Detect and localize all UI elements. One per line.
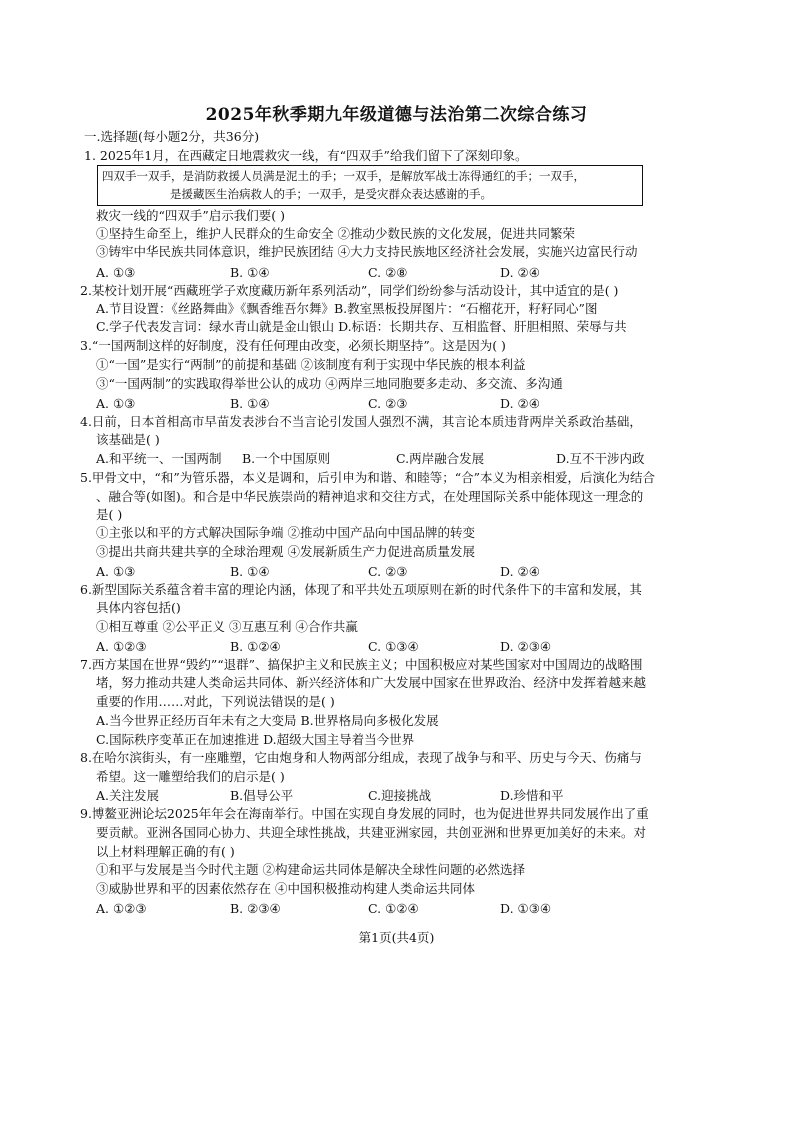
- q7-stem-2: 堵，努力推动共建人类命运共同体、新兴经济体和广大发展中国家在世界政治、经济中发挥着越来越: [96, 675, 647, 690]
- q4-option-d[interactable]: D.互不干涉内政: [556, 451, 645, 466]
- q1-option-a[interactable]: A. ①③: [96, 265, 136, 280]
- q6-option-a[interactable]: A. ①②③: [96, 639, 147, 654]
- q4-option-a[interactable]: A.和平统一、一国两制: [96, 451, 222, 466]
- q2-option-cd[interactable]: C.学子代表发言词：绿水青山就是金山银山 D.标语：长期共存、互相监督、肝胆相照、荣辱与共: [96, 319, 627, 334]
- q3-statement-2: ③“一国两制”的实践取得举世公认的成功 ④两岸三地同胞要多走动、多交流、多沟通: [96, 376, 563, 391]
- q5-stem: 5.甲骨文中，“和”为管乐器，本义是调和，后引申为和谐、和睦等；“合”本义为相亲相爱，后演化为结合: [80, 470, 655, 485]
- q9-stem: 9.博鳌亚洲论坛2025年年会在海南举行。中国在实现自身发展的同时，也为促进世界共同发展作出了重: [80, 806, 649, 821]
- q4-option-b[interactable]: B.一个中国原则: [242, 451, 331, 466]
- q1-box-line1: 四双手一双手，是消防救援人员满是泥土的手；一双手，是解放军战士冻得通红的手；一双手，: [102, 169, 585, 183]
- q1-option-b[interactable]: B. ①④: [230, 265, 270, 280]
- q1-option-c[interactable]: C. ②⑧: [368, 265, 408, 280]
- q3-stem: 3.“一国两制这样的好制度，没有任何理由改变，必须长期坚持”。这是因为( ): [80, 338, 506, 353]
- q9-stem-2: 要贡献。亚洲各国同心协力、共迎全球性挑战，共建亚洲家园，共创亚洲和世界更加美好的未来。对: [96, 825, 647, 840]
- q6-statement-1: ①相互尊重 ②公平正义 ③互惠互利 ④合作共赢: [96, 619, 358, 634]
- q3-option-b[interactable]: B. ①④: [230, 396, 270, 411]
- q1-statement-2: ③铸牢中华民族共同体意识，维护民族团结 ④大力支持民族地区经济社会发展，实施兴边富民行动: [96, 244, 638, 259]
- q6-option-d[interactable]: D. ②③④: [500, 639, 552, 654]
- exam-title: 2025年秋季期九年级道德与法治第二次综合练习: [205, 105, 588, 125]
- q9-option-a[interactable]: A. ①②③: [96, 901, 147, 916]
- q1-stem: 1. 2025年1月，在西藏定日地震救灾一线，有“四双手”给我们留下了深刻印象。: [84, 148, 528, 163]
- q8-option-b[interactable]: B.倡导公平: [230, 788, 294, 803]
- q4-stem: 4.日前，日本首相高市早苗发表涉台不当言论引发国人强烈不满，其言论本质违背两岸关系政治基础，: [80, 414, 642, 429]
- q7-stem-3: 重要的作用……对此，下列说法错误的是( ): [96, 694, 335, 709]
- q3-option-c[interactable]: C. ②③: [368, 396, 408, 411]
- q8-stem-2: 希望。这一雕塑给我们的启示是( ): [96, 769, 285, 784]
- q6-stem-2: 具体内容包括(): [96, 600, 181, 615]
- page-number: 第1页(共4页): [358, 930, 435, 945]
- q5-option-c[interactable]: C. ②③: [368, 564, 408, 579]
- q5-stem-2: 、融合等(如图)。和合是中华民族崇尚的精神追求和交往方式，在处理国际关系中能体现这一理念的: [96, 489, 644, 504]
- q9-stem-3: 以上材料理解正确的有( ): [96, 844, 235, 859]
- q3-option-d[interactable]: D. ②④: [500, 396, 540, 411]
- q9-option-b[interactable]: B. ②③④: [230, 901, 281, 916]
- q1-prompt: 救灾一线的“四双手”启示我们要( ): [96, 208, 286, 223]
- q6-option-c[interactable]: C. ①③④: [368, 639, 419, 654]
- q8-option-a[interactable]: A.关注发展: [96, 788, 160, 803]
- q5-statement-2: ③提出共商共建共享的全球治理观 ④发展新质生产力促进高质量发展: [96, 544, 475, 559]
- q6-option-b[interactable]: B. ①②④: [230, 639, 281, 654]
- q5-statement-1: ①主张以和平的方式解决国际争端 ②推动中国产品向中国品牌的转变: [96, 525, 475, 540]
- q1-option-d[interactable]: D. ②④: [500, 265, 540, 280]
- q9-option-c[interactable]: C. ①②④: [368, 901, 419, 916]
- q9-statement-2: ③威胁世界和平的因素依然存在 ④中国积极推动构建人类命运共同体: [96, 881, 475, 896]
- q1-box-line2: 是援藏医生治病救人的手；一双手，是受灾群众表达感谢的手。: [170, 187, 492, 201]
- q5-option-a[interactable]: A. ①③: [96, 564, 136, 579]
- q7-stem: 7.西方某国在世界“毁约”“退群”、搞保护主义和民族主义；中国积极应对某些国家对中国周边的战略围: [80, 657, 643, 672]
- q7-option-ab[interactable]: A.当今世界正经历百年未有之大变局 B.世界格局向多极化发展: [96, 713, 439, 728]
- q8-option-d[interactable]: D.珍惜和平: [500, 788, 564, 803]
- q5-option-d[interactable]: D. ②④: [500, 564, 540, 579]
- q9-statement-1: ①和平与发展是当今时代主题 ②构建命运共同体是解决全球性问题的必然选择: [96, 862, 525, 877]
- q5-stem-3: 是( ): [96, 507, 123, 522]
- q7-option-cd[interactable]: C.国际秩序变革正在加速推进 D.超级大国主导着当今世界: [96, 732, 415, 747]
- q8-option-c[interactable]: C.迎接挑战: [368, 788, 432, 803]
- q2-stem: 2.某校计划开展“西藏班学子欢度藏历新年系列活动”，同学们纷纷参与活动设计，其中适宜的是( ): [80, 283, 619, 298]
- q3-option-a[interactable]: A. ①③: [96, 396, 136, 411]
- q1-statement-1: ①坚持生命至上，维护人民群众的生命安全 ②推动少数民族的文化发展，促进共同繁荣: [96, 226, 575, 241]
- section-heading: 一.选择题(每小题2分，共36分): [84, 129, 260, 144]
- q2-option-ab[interactable]: A.节目设置：《丝路舞曲》《飘香维吾尔舞》B.教室黑板投屏图片：“石榴花开，籽籽同心”图: [96, 301, 598, 316]
- q5-option-b[interactable]: B. ①④: [230, 564, 270, 579]
- q8-stem: 8.在哈尔滨街头，有一座雕塑，它由炮身和人物两部分组成，表现了战争与和平、历史与今天、伤痛与: [80, 750, 642, 765]
- q6-stem: 6.新型国际关系蕴含着丰富的理论内涵，体现了和平共处五项原则在新的时代条件下的丰富和发展，其: [80, 582, 642, 597]
- q4-stem-2: 该基础是( ): [96, 432, 160, 447]
- q1-quote-box: [97, 165, 643, 206]
- q4-option-c[interactable]: C.两岸融合发展: [396, 451, 485, 466]
- q3-statement-1: ①“一国”是实行“两制”的前提和基础 ②该制度有利于实现中华民族的根本利益: [96, 357, 526, 372]
- q9-option-d[interactable]: D. ①③④: [500, 901, 552, 916]
